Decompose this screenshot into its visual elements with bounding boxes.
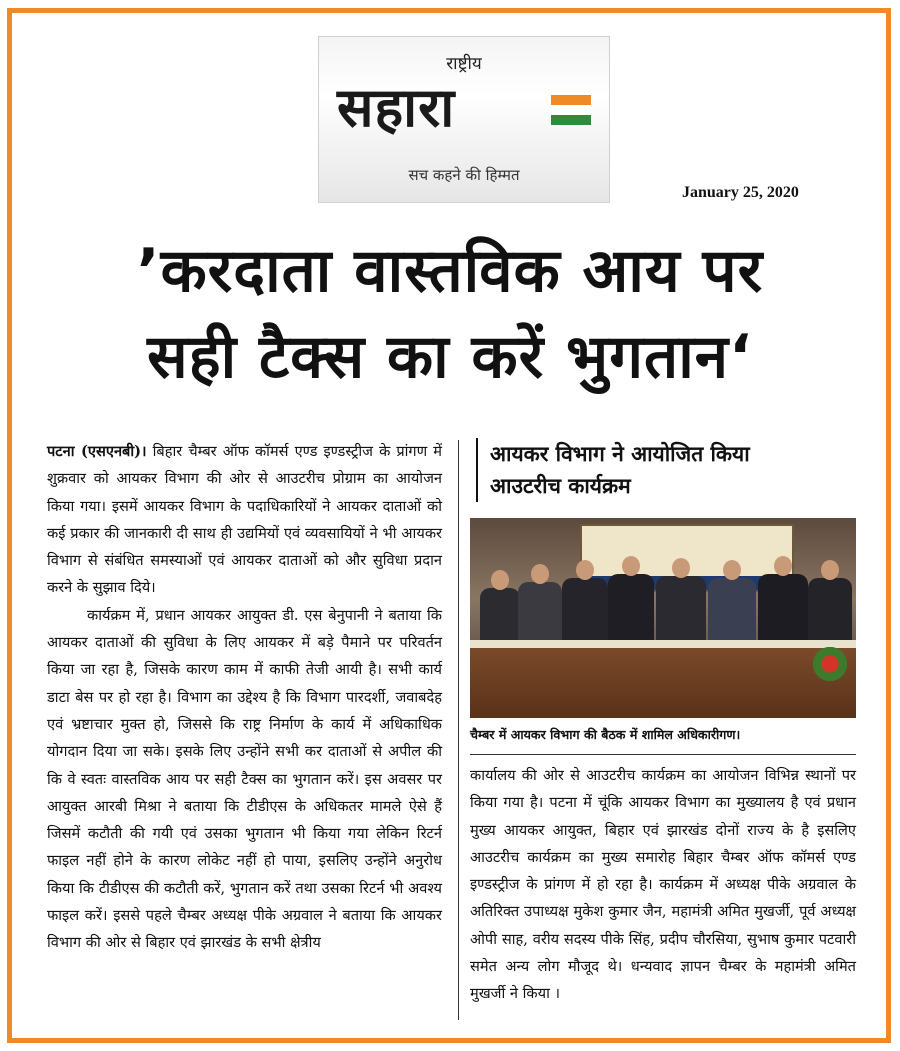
subheading	[476, 438, 860, 502]
headline-line-2: सही टैक्स का करें भुगतान‘	[147, 322, 753, 392]
article-paragraph-3: कार्यालय की ओर से आउटरीच कार्यक्रम का आयोजन विभिन्न स्थानों पर किया गया है। पटना में चूंकि आयकर विभाग का मुख्यालय है एवं प्रधान मुख्य आयकर आयुक्त, बिहार एवं झारखंड दोनों राज्य के है इसलिए आउटरीच कार्यक्रम का मुख्य समारोह बिहार चैम्बर ऑफ कॉमर्स एण्ड इण्डस्ट्रीज के प्रांगण में हो रहा है। कार्यक्रम में अध्यक्ष पीके अग्रवाल के अतिरिक्त उपाध्यक्ष मुकेश कुमार जैन, महामंत्री अमित मुखर्जी, पूर्व अध्यक्ष ओपी साह, वरीय सदस्य पीके सिंह, प्रदीप चौरसिया, सुभाष कुमार पटवारी समेत अन्य लोग मौजूद थे। धन्यवाद ज्ञापन चैम्बर के महामंत्री अमित मुखर्जी ने किया ।	[470, 767, 856, 1003]
photo-caption: चैम्बर में आयकर विभाग की बैठक में शामिल अधिकारीगण।	[470, 727, 741, 742]
person-figure	[808, 578, 852, 648]
flower-bouquet-icon	[810, 644, 850, 684]
caption-divider	[470, 754, 856, 755]
person-figure	[518, 582, 562, 648]
person-figure	[562, 578, 608, 648]
article-paragraph-2: कार्यक्रम में, प्रधान आयकर आयुक्त डी. एस बेनुपानी ने बताया कि आयकर दाताओं की सुविधा के लिए आयकर में बड़े पैमाने पर परिवर्तन किया जा रहा है, जिसके कारण काम में काफी तेजी आयी है। सभी कार्य डाटा बेस पर हो रहा है। विभाग का उद्देश्य है कि विभाग पारदर्शी, जवाबदेह एवं भ्रष्टाचार मुक्त हो, जिससे कि राष्ट्र निर्माण के कार्य में अधिकाधिक योगदान दिया जा सके। इसके लिए उन्होंने सभी कर दाताओं से अपील की कि वे स्वतः वास्तविक आय पर सही टैक्स का भुगतान करें। इस अवसर पर आयुक्त आरबी मिश्रा ने बताया कि टीडीएस के अधिकतर मामले ऐसे हैं जिसमें कटौती की गयी एवं उसका भुगतान भी किया गया लेकिन रिटर्न फाइल नहीं होने के कारण लोकेट नहीं हो पाया, इसलिए उन्होंने अनुरोध किया कि टीडीएस की कटौती करें, भुगतान करें तथा उसका रिटर्न भी अवश्य फाइल करें। इससे पहले चैम्बर अध्यक्ष पीके अग्रवाल ने बताया कि आयकर विभाग की ओर से बिहार एवं झारखंड के सभी क्षेत्रीय	[47, 606, 442, 952]
headline	[30, 228, 870, 400]
flag-stripes-icon	[551, 95, 591, 125]
person-figure	[758, 574, 808, 648]
headline-line-1: ’करदाता वास्तविक आय पर	[136, 236, 764, 306]
article-paragraph-1	[47, 438, 442, 602]
article-right-column	[470, 762, 856, 1008]
masthead-title: सहारा	[337, 76, 456, 139]
publication-date: January 25, 2020	[682, 184, 799, 201]
article-dateline: पटना (एसएनबी)।	[47, 443, 147, 460]
person-figure	[656, 576, 706, 648]
masthead-tagline: सच कहने की हिम्मत	[408, 166, 520, 184]
conference-table	[470, 648, 856, 718]
person-figure	[608, 574, 654, 648]
article-left-column	[47, 438, 442, 957]
subheading-line-2: आउटरीच कार्यक्रम	[490, 474, 631, 498]
article-paragraph-1-text: बिहार चैम्बर ऑफ कॉमर्स एण्ड इण्डस्ट्रीज के प्रांगण में शुक्रवार को आयकर विभाग की ओर से आउटरीच प्रोग्राम का आयोजन किया गया। इसमें आयकर विभाग के पदाधिकारियों ने आयकर दाताओं को कई प्रकार की जानकारी दी साथ ही उद्यमियों एवं व्यवसायियों ने भी आयकर विभाग से संबंधित समस्याओं एवं आयकर दाताओं को और सुविधा प्रदान करने के सुझाव दिये।	[47, 443, 442, 597]
person-figure	[480, 588, 520, 648]
newspaper-masthead	[318, 36, 610, 203]
event-photo	[470, 518, 856, 718]
person-figure	[708, 578, 756, 648]
subheading-line-1: आयकर विभाग ने आयोजित किया	[490, 442, 750, 466]
masthead-top-word: राष्ट्रीय	[446, 54, 482, 74]
column-divider	[458, 440, 459, 1020]
